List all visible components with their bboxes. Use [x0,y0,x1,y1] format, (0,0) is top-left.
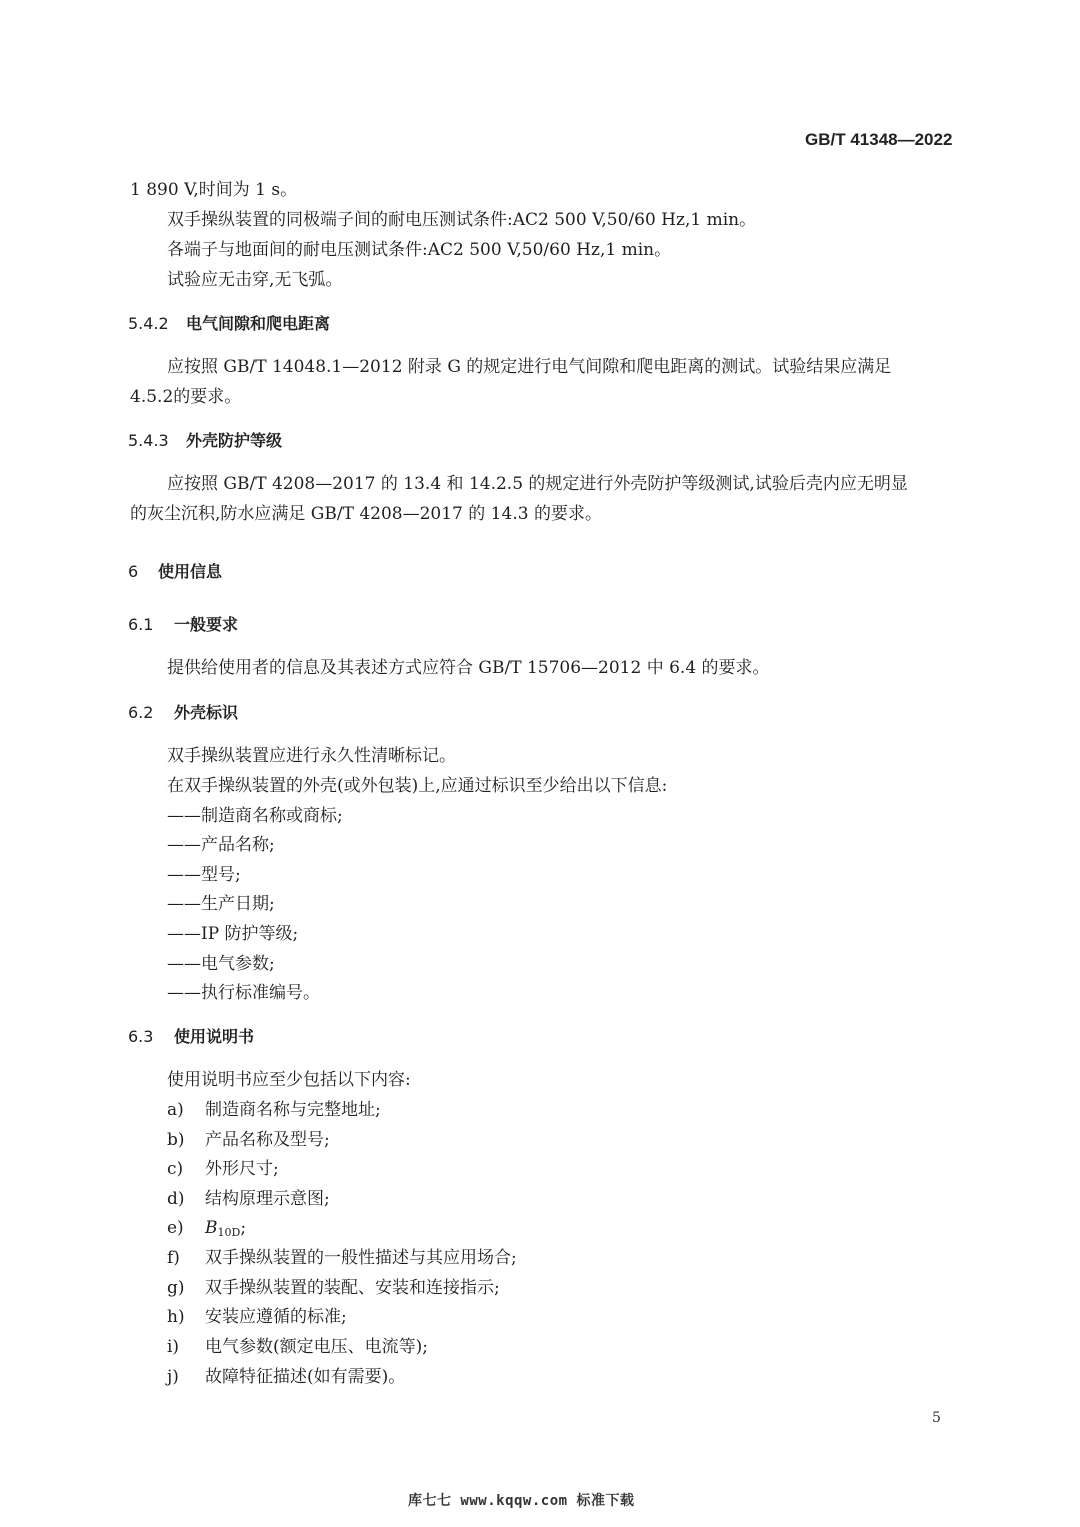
list-item [167,1218,246,1243]
paragraph-line: 双手操纵装置应进行永久性清晰标记。 [167,746,456,766]
paragraph-line: 的灰尘沉积,防水应满足 GB/T 4208—2017 的 14.3 的要求。 [130,504,602,524]
list-text: 制造商名称与完整地址; [205,1100,381,1120]
list-item: ——IP 防护等级; [167,924,299,944]
list-item [167,1100,381,1120]
standard-number: GB/T 41348—2022 [805,130,953,149]
text-line: 各端子与地面间的耐电压测试条件:AC2 500 V,50/60 Hz,1 min。 [167,240,672,260]
chapter-title: 使用信息 [158,562,223,581]
list-marker: h) [167,1307,185,1327]
list-text: 结构原理示意图; [205,1189,330,1209]
section-number: 6.3 [128,1027,154,1046]
list-item [167,1367,405,1387]
section-number: 5.4.3 [128,431,169,450]
section-heading-6-2 [128,703,238,723]
section-number: 6.2 [128,703,154,722]
list-item: ——电气参数; [167,954,275,974]
list-punctuation: ; [240,1218,247,1238]
list-text: 外形尺寸; [205,1159,279,1179]
section-number: 5.4.2 [128,314,169,333]
watermark: 库七七 www.kqqw.com 标准下载 [408,1493,635,1509]
list-item [167,1189,330,1209]
list-item [167,1130,330,1150]
section-heading-5-4-3 [128,431,282,451]
list-item: ——型号; [167,865,241,885]
list-text: 产品名称及型号; [205,1130,330,1150]
list-item [167,1307,347,1327]
list-text: 故障特征描述(如有需要)。 [205,1367,406,1387]
list-marker: b) [167,1130,185,1150]
list-marker: i) [167,1337,180,1357]
text-line: 1 890 V,时间为 1 s。 [130,180,298,200]
section-title: 使用说明书 [174,1027,255,1046]
paragraph-line: 在双手操纵装置的外壳(或外包装)上,应通过标识至少给出以下信息: [167,776,668,796]
list-item [167,1159,279,1179]
list-item [167,1337,428,1357]
paragraph-line: 使用说明书应至少包括以下内容: [167,1070,411,1090]
text-line: 双手操纵装置的同极端子间的耐电压测试条件:AC2 500 V,50/60 Hz,1 min。 [167,210,757,230]
paragraph-line: 提供给使用者的信息及其表述方式应符合 GB/T 15706—2012 中 6.4 的要求。 [167,658,770,678]
list-text: 双手操纵装置的装配、安装和连接指示; [205,1278,500,1298]
section-heading-5-4-2 [128,314,330,334]
list-marker: e) [167,1218,184,1238]
paragraph-line: 4.5.2的要求。 [130,387,242,407]
paragraph-line: 应按照 GB/T 14048.1—2012 附录 G 的规定进行电气间隙和爬电距离的测试。试验结果应满足 [167,357,892,377]
list-marker: a) [167,1100,184,1120]
list-marker: f) [167,1248,180,1268]
section-number: 6.1 [128,615,154,634]
list-marker: c) [167,1159,184,1179]
text-line: 试验应无击穿,无飞弧。 [167,270,343,290]
list-marker: d) [167,1189,185,1209]
list-item: ——制造商名称或商标; [167,806,343,826]
list-item [167,1278,500,1298]
page-number: 5 [932,1410,941,1426]
section-title: 一般要求 [174,615,239,634]
list-text: 电气参数(额定电压、电流等); [205,1337,428,1357]
list-item [167,1248,517,1268]
section-title: 电气间隙和爬电距离 [186,314,331,333]
section-heading-6-3 [128,1027,254,1047]
list-text: 双手操纵装置的一般性描述与其应用场合; [205,1248,517,1268]
chapter-number: 6 [128,562,139,581]
chapter-heading-6 [128,562,222,582]
section-title: 外壳防护等级 [186,431,283,450]
paragraph-line: 应按照 GB/T 4208—2017 的 13.4 和 14.2.5 的规定进行外壳防护等级测试,试验后壳内应无明显 [167,474,908,494]
list-marker: j) [167,1367,179,1387]
b10d-symbol: B [205,1218,218,1238]
list-text: 安装应遵循的标准; [205,1307,347,1327]
section-heading-6-1 [128,615,238,635]
list-item: ——执行标准编号。 [167,983,320,1003]
section-title: 外壳标识 [174,703,239,722]
list-marker: g) [167,1278,185,1298]
b10d-subscript: 10D [217,1226,241,1239]
list-item: ——产品名称; [167,835,275,855]
list-item: ——生产日期; [167,894,275,914]
